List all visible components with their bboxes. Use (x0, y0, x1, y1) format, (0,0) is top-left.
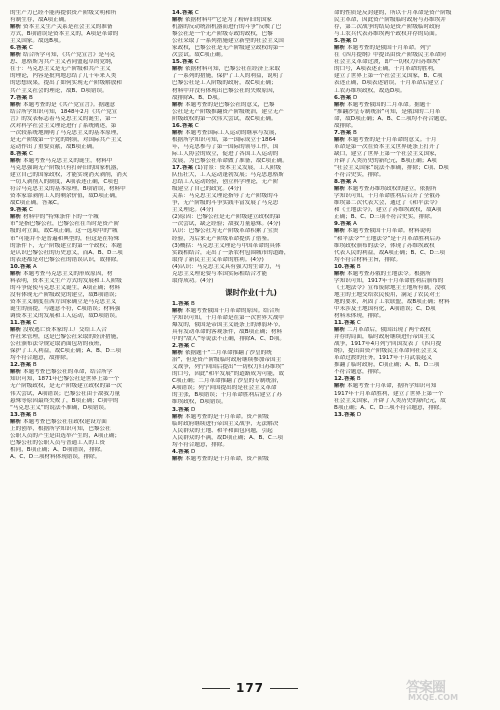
text-line: 人民群众的不满，故D项正确；A、B、C三项 (172, 434, 283, 441)
text-line: 取得了新民主主义革命的胜利。(4分) (172, 256, 264, 263)
line-tag: 4.答案 (172, 448, 190, 455)
line-tag: 3.答案 (172, 406, 190, 413)
text-line: 次对科学社会主义理论进行了系统阐述，第 (10, 122, 117, 129)
text-line: 解析 二月革命后，俄国出现了两个政权 (334, 327, 431, 334)
line-tag: 7.答案 (10, 94, 28, 101)
text-line: 解析 本题考查俄国十月革命。材料说明 (334, 228, 431, 235)
text-line: 实践相结合，走出了一条农村包围城市的道路， (172, 249, 290, 256)
text-line: 6.答案 D (334, 94, 358, 101)
text-line: 在于：马克思主义是无产阶级和共产主义 (10, 66, 111, 73)
text-line: 12.答案 B (10, 362, 37, 369)
text-line: 10.答案 B (334, 263, 361, 270)
text-line: 是认识巴黎公社的历史意义，而A、B、D三项 (10, 249, 123, 256)
line-tag: 17.答案 (172, 165, 194, 172)
text-line: 方式，B项错误是资本主义的，A项是革命的 (10, 31, 119, 38)
text-line: 社会主义革命过渡，即“一切权力归苏维埃” (334, 59, 441, 66)
line-tag: 6.答案 (334, 94, 352, 101)
text-line: 悬殊等原因最终失败了，B项正确；C项中的 (10, 397, 119, 404)
text-line: 建立了世界上第一个社会主义国家，B、C项 (334, 73, 443, 80)
text-line: 14.答案 C (172, 10, 199, 16)
line-tag: 15.答案 (172, 59, 194, 66)
text-line: “马克思主义”的说法不准确，D项错误。 (10, 404, 110, 411)
text-line: 学知识可知，十月革命是在第一次世界大战中 (172, 314, 284, 321)
text-line: 不符合题意，排除。 (334, 369, 385, 376)
text-line: 思、恩格斯为共产主义者同盟起草的党纲， (10, 59, 117, 66)
column-2 (172, 10, 330, 463)
text-line: 争，无产阶级的斗争实践丰富发展了马克思 (172, 200, 279, 207)
line-tag: 解析 (10, 157, 22, 164)
text-line: 爆发的，俄国是帝国主义链条上的薄弱环节， (172, 321, 284, 328)
text-line: 2.答案 C (172, 343, 195, 350)
text-line: 地的要求，巩固了工农联盟，故B项正确；材料 (334, 298, 450, 305)
text-line: A、C、D三项材料体现错误，排除。 (10, 453, 101, 460)
text-line: “社会主义国家”说法不准确，排除；C项、D项 (334, 165, 449, 172)
text-line: 11.答案 C (10, 320, 37, 327)
text-line: 一次较系统地阐明了马克思主义的基本原理， (10, 129, 122, 136)
text-line: 正确；B、C、D三项不符合史实，排除。 (334, 214, 436, 221)
line-tag: 8.答案 (334, 179, 352, 186)
text-line: 上的创举，根据所学知识可知，巴黎公社 (10, 425, 111, 432)
text-line: 维埃政权颁布的法令，体现了苏维埃政权 (334, 242, 435, 249)
line-tag: 12.答案 (10, 362, 32, 369)
text-line: 伟大尝试，A项错误；巴黎公社由于敌我力量 (10, 390, 121, 397)
text-line: 的理论，内容是批判地总结了几千年来人类 (10, 73, 117, 80)
line-tag: 6.答案 (10, 45, 28, 52)
text-line: 主义理论。(4分) (172, 207, 214, 214)
text-line: 人民群众的土地、和平和面包问题，引起 (172, 427, 273, 434)
text-line: 命的性质是反封建的，所以十月革命是资产阶级 (334, 10, 452, 16)
text-line: 7.答案 B (10, 94, 33, 101)
text-line: 总结工人运动经验，创立科学理论，无产阶 (172, 179, 279, 186)
text-line: 次尝试。故C项正确。 (172, 52, 227, 59)
text-line: 16.答案 C (172, 122, 199, 129)
text-line: 13.答案 B (10, 411, 37, 418)
line-tag: 解析 (334, 136, 346, 143)
text-line: 解析 本题考查俄国十月革命的原因。结合所 (172, 307, 281, 314)
text-line: 是无产阶级第一个党的纲领，对国际共产主义 (10, 136, 122, 143)
column-3 (334, 10, 492, 419)
text-line: 解析 本题考查的是《共产党宣言》。据题意 (10, 101, 116, 108)
text-line: 均不符合题意，排除。 (172, 441, 228, 448)
text-line: 认识：巴黎公社为无产阶级革命积累了宝贵 (172, 228, 279, 235)
text-line: 了一系列的措施，保护了工人的利益，说明了 (172, 73, 284, 80)
line-tag: 解析 (172, 307, 184, 314)
text-line: 的主张，B项错误；十月革命胜利后建立了苏 (172, 392, 283, 399)
text-line: 民主革命，因此资产阶级临时政府与苏维埃并 (334, 17, 446, 24)
line-tag: 解析 (10, 24, 22, 31)
column-1 (10, 10, 168, 461)
text-line: 7.答案 B (334, 129, 357, 136)
text-line: 材料未体现，排除。 (334, 313, 385, 320)
text-line: 工农苏维埃政权，故选D项。 (334, 87, 406, 94)
line-tag: 解析 (334, 101, 346, 108)
line-tag: 10.答案 (334, 263, 356, 270)
text-line: (2)原因：巴黎公社是无产阶级建立政权的第 (172, 214, 281, 221)
text-line: 开辟了人类历史的新纪元，B项正确；A项 (334, 157, 437, 164)
text-line: C项正确；二月革命推翻了沙皇的专制统治， (172, 378, 283, 385)
line-tag: 解析 (10, 214, 22, 221)
text-line: 学知识可知，十月革命胜利后召开了全俄苏 (334, 193, 441, 200)
text-line: 共产主义社会的理论，故B、D项错误。 (10, 87, 108, 94)
text-line: 存，第二次战争的结局是资产阶级临时政府 (334, 24, 441, 31)
text-line: 取得成功。(4分) (172, 277, 214, 284)
line-tag: 14.答案 (172, 10, 194, 16)
text-line: 12.答案 B (334, 376, 361, 383)
line-tag: 解析 (334, 270, 346, 277)
text-line: 资本主义制度在西方国家确立是马克思主义 (10, 298, 117, 305)
text-line: 主义国家。故选B项。 (10, 38, 65, 45)
watermark-logo (402, 676, 494, 704)
text-line: 公社颁布法令规定取消面包坊的夜班， (10, 341, 106, 348)
line-tag: 5.答案 (334, 38, 352, 45)
line-tag: 解析 (10, 52, 22, 59)
text-line: 解析 依据材料可知，巴黎公社在经济上采取 (172, 66, 281, 73)
text-line: 3.答案 D (172, 406, 196, 413)
line-tag: 10.答案 (10, 263, 32, 270)
text-line: 解析 本题考查巴黎公社在政权建设方面 (10, 418, 107, 425)
text-line: 8.答案 A (334, 179, 357, 186)
text-line: 9.答案 C (10, 207, 33, 214)
text-line: 级的对立面，故C项正确。这一选项中的“城 (10, 228, 118, 235)
text-line: 表述正确，D项表述错误，十月革命后建立了 (334, 80, 445, 87)
text-line: 4.答案 D (172, 448, 196, 455)
watermark-line-1: 答案圈 (406, 680, 445, 696)
text-line: 并存的局面，临时政府继续进行帝国主义 (334, 334, 435, 341)
text-line: 解析 本题考查马克思主义的形成原因，材 (10, 270, 113, 277)
text-line: A项错误；列宁回国提出的是社会主义革命 (172, 385, 277, 392)
text-line: 解析 本题考查的是十月革命，资产阶级 (172, 455, 269, 462)
text-line: 维埃政权，D项错误。 (172, 399, 227, 406)
page-number-text: 177 (235, 681, 265, 695)
line-tag: 9.答案 (10, 207, 28, 214)
text-line: 关系：马克思主义理论指导了无产阶级的斗 (172, 193, 279, 200)
text-line: 根据所学知识可知，第一国际成立于1864 (172, 136, 276, 143)
text-line: 解析 本题考查马克思主义的诞生，材料中 (10, 157, 113, 164)
text-line: 15.答案 C (172, 59, 199, 66)
text-line: 市”是指巴黎公社，巴黎公社在当时是资产阶 (10, 221, 120, 228)
text-line: 纲》，提出由资产阶级民主革命向社会主义 (334, 348, 438, 355)
text-line: 结合所学知识可知，1848年2月《共产党宣 (10, 108, 118, 115)
text-line: 11.答案 C (334, 320, 361, 327)
text-line: 故C项正确。答案C。 (10, 200, 63, 207)
text-line: 解析 本题考查的是俄国十月革命。列宁 (334, 45, 431, 52)
text-line: 家政权，巴黎公社是无产阶级建立政权的第一 (172, 45, 284, 52)
text-line: 没有体现无产阶级政党的建立，故B项错误； (10, 291, 121, 298)
line-tag: 解析 (334, 45, 346, 52)
text-line: 诞生的前提，与题意不符，C项错误；材料强 (10, 305, 121, 312)
text-line: 符合马克思主义的基本原理，B项错误，材料中 (10, 186, 126, 193)
text-line: 17.答案 (1)背景：资本主义发展，工人阶级 (172, 165, 282, 172)
line-tag: 11.答案 (334, 320, 356, 327)
line-tag: 解析 (172, 129, 184, 136)
text-line: 保护了工人利益，故C项正确；A、B、D三项 (10, 348, 121, 355)
text-line: 故排除A、B、D项。 (172, 94, 224, 101)
text-line: 一切人剥削人的制度，A项表述正确，C项也 (10, 179, 119, 186)
text-line: 解析 结合所学可知，《共产党宣言》是马克 (10, 52, 116, 59)
text-line: 的表述都是对巴黎公社的错误认识，故排除。 (10, 256, 122, 263)
text-line: (4)认识：马克思主义具有强大的生命力，马 (172, 263, 281, 270)
line-tag: 解析 (10, 369, 22, 376)
text-line: 和《土地法令》，建立了苏维埃政权，故A项 (334, 207, 442, 214)
text-line: B项正确；A、C、D三项不符合题意，排除。 (334, 404, 445, 411)
text-line: 的口号，因此“和平发展”的道路成为可能，故 (172, 371, 285, 378)
text-line: 知识可知，1871年巴黎公社是世界上第一个 (10, 376, 120, 383)
text-line: 13.答案 D (334, 411, 362, 418)
text-line: 解析 依据题干“二月革命推翻了沙皇的统 (172, 350, 272, 357)
section-heading: 课时作业(十九) (225, 287, 277, 297)
watermark-line-2: MXQE.COM (408, 693, 459, 702)
text-line: 运动作出了重要贡献，故B项正确。 (10, 143, 98, 150)
line-tag: 2.答案 (172, 343, 190, 350)
text-line: 级建立了自己的政党。(4分) (172, 186, 242, 193)
text-line: 一次尝试，缺乏经验；敌我力量悬殊。(4分) (172, 221, 281, 228)
text-line: 解析 资本主义生产关系是社会主义的准备 (10, 24, 113, 31)
text-line: 解析 本题考查苏维埃政权的建立，依据所 (334, 186, 437, 193)
text-line: 具有发动革命的客观条件，故B项正确；材料 (172, 329, 283, 336)
line-tag: 解析 (172, 101, 184, 108)
text-line: 代表人民的利益，故A项正确；B、C、D三项 (334, 249, 445, 256)
line-tag: 9.答案 (334, 221, 352, 228)
text-line: 年，马克思参与了第一国际的领导工作，国 (172, 143, 279, 150)
text-line: 命，故D项正确；A、B、C三项均不符合题意， (334, 115, 451, 122)
text-line: 无产阶级政权，是无产阶级建立政权的第一次 (10, 383, 122, 390)
text-line: 发展，为巴黎公社革命做了准备，故C项正确。 (172, 157, 288, 164)
text-line: 6.答案 C (10, 45, 33, 52)
text-line: 资本家靠剥削工人的剩余价值，故D项正确， (10, 193, 121, 200)
line-tag: 解析 (172, 17, 184, 24)
text-line: 材料中并没有体现出巴黎公社的失败原因， (172, 87, 279, 94)
text-line: 巴黎公社是工人阶级的政府，故C项正确； (172, 80, 277, 87)
line-tag: 解析 (10, 101, 22, 108)
line-tag: 7.答案 (334, 129, 352, 136)
text-line: “推翻沙皇专制统治”可知，是俄国的二月革 (334, 108, 441, 115)
text-line: 公社采取了一系列措施建立新型的社会主义国 (172, 38, 284, 45)
text-line: 的斗争促使马克思主义诞生，A项正确；材料 (10, 284, 121, 291)
text-line: 公社是无产阶级推翻资产阶级统治，建立无产 (172, 108, 284, 115)
text-line: 革命过渡的任务，1917年十月武装起义 (334, 355, 433, 362)
text-line: 1917年十月革命胜利，建立了世界上第一个 (334, 390, 444, 397)
text-line: 作社来管理，这是巴黎公社采取的经济措施， (10, 334, 122, 341)
text-line: 际工人协会的成立，促进了各国工人运动的 (172, 150, 279, 157)
text-line: 学知识可知，1917年十月革命胜利后颁布的 (334, 277, 444, 284)
text-line: 调资本主义的发展和工人运动，故D项错误。 (10, 313, 121, 320)
text-line: 战争，1917年4月列宁回国发表了《四月提 (334, 341, 442, 348)
text-line: 马克思强调无产阶级只有打碎旧的国家机器， (10, 165, 122, 172)
text-line: 经验，为后来无产阶级革命提供了借鉴。 (172, 235, 273, 242)
text-line: 料表明，资本主义生产方式的发展和工人阶级 (10, 277, 122, 284)
text-line: 均不符合题意，故排除。 (10, 355, 72, 362)
text-line: 解析 本题考查的是十月革命。资产阶级 (172, 413, 269, 420)
text-line: 《土地法令》宣布废除地主土地所有制，没收 (334, 284, 446, 291)
text-line: 地主的土地交给农民使用，满足了农民对土 (334, 291, 441, 298)
text-line: 解析 本题考查十月革命，据所学知识可知 (334, 383, 437, 390)
text-line: 解析 材料中的“特殊条件下的一个城 (10, 214, 99, 221)
text-line: 治”，但是资产阶级临时政府继续参加帝国主 (172, 357, 282, 364)
text-line: 义战争，列宁回国后提出“一切权力归苏维埃” (172, 364, 285, 371)
text-line: 解析 本题考查俄国的二月革命。据题干 (334, 101, 431, 108)
text-line: 公职人员的产生是由选举产生的，A项正确； (10, 432, 121, 439)
line-tag: 解析 (334, 186, 346, 193)
line-tag: 解析 (10, 327, 22, 334)
line-tag: 11.答案 (10, 320, 32, 327)
text-line: 与工农兵代表苏维埃两个政权并存的局面。 (334, 31, 441, 38)
text-line: 解析 本题考查苏俄的土地法令。根据所 (334, 270, 431, 277)
text-line: 不符合史实，排除。 (334, 172, 385, 179)
line-tag: 8.答案 (10, 150, 28, 157)
text-line: 相同，B项正确；A、D项错误，排除。 (10, 446, 106, 453)
text-line: 社会主义国家，开辟了人类历史的新纪元，故 (334, 397, 446, 404)
text-line: 中未涉及土地国有化，A项错误；C、D项 (334, 305, 436, 312)
line-tag: 13.答案 (334, 411, 356, 418)
text-line: 9.答案 A (334, 221, 357, 228)
line-tag: 16.答案 (172, 122, 194, 129)
line-tag: 解析 (334, 383, 346, 390)
text-line: 8.答案 C (10, 150, 33, 157)
text-line: 解析 本题考查巴黎公社的革命，结合所学 (10, 369, 113, 376)
text-line: 在《四月提纲》中提出由资产阶级民主革命向 (334, 52, 446, 59)
text-line: 临时政府继续进行帝国主义战争，无法解决 (172, 420, 279, 427)
text-line: 的条件下，无产阶级建立的第一个政权；本题 (10, 242, 122, 249)
text-line: 中的“敌人”等说法不正确，排除A、C、D项。 (172, 336, 285, 343)
line-tag: 解析 (334, 228, 346, 235)
text-line: 的思想成果，提出了如何实现无产阶级解放和 (10, 80, 122, 87)
text-line: 市”可能并不是普遍和典型的，但这是在特殊 (10, 235, 120, 242)
text-line: 的生产力已经不能再提供资产阶级文明和所 (10, 10, 117, 16)
line-tag: 12.答案 (334, 376, 356, 383)
text-line: 机器的反动统治机器而进行的斗争”反映了巴 (172, 24, 282, 31)
text-line: 革命是第一次在资本主义世界链条上打开了 (334, 143, 441, 150)
text-line: “和平法令”“土地法令”是十月革命胜利后苏 (334, 235, 441, 242)
text-line: 故排除。 (334, 122, 357, 129)
line-tag: 解析 (334, 327, 346, 334)
line-tag: 解析 (172, 66, 184, 73)
text-line: 建立自己的国家政权，才能实现消灭剥削，消灭 (10, 172, 128, 179)
text-line: 解析 本题考查国际工人运动的继承与发展， (172, 129, 281, 136)
text-line: 均不符合材料主旨，排除。 (334, 256, 402, 263)
text-line: 解析 本题考查的是十月革命的意义。十月 (334, 136, 437, 143)
text-line: 解析 没收逃亡资本家的工厂交给工人合 (10, 327, 107, 334)
text-line: 缺口，建立了世界上第一个社会主义国家， (334, 150, 441, 157)
text-line: 的口号，A项表述正确，十月革命的胜利， (334, 66, 439, 73)
text-line: 解析 依据材料中“它是为了粉碎旧的国家 (172, 17, 272, 24)
text-line: 克思主义理论要与本国实际相结合才能 (172, 270, 268, 277)
line-tag: 1.答案 (172, 300, 190, 307)
text-line: 有制生存，故A项正确。 (10, 17, 70, 24)
text-line: 巴黎公社的公职人员与普通工人的工资 (10, 439, 106, 446)
line-tag: 解析 (10, 270, 22, 277)
text-line: 5.答案 D (334, 38, 358, 45)
text-line: 阶级政权的第一次伟大尝试，故C项正确。 (172, 115, 277, 122)
text-line: 1.答案 B (172, 300, 195, 307)
line-tag: 解析 (10, 418, 22, 425)
line-tag: 13.答案 (10, 411, 32, 418)
text-line: 言》的发表标志着马克思主义的诞生，第一 (10, 115, 117, 122)
text-line: 黎公社是一个无产阶级专政的政权，巴黎 (172, 31, 273, 38)
text-line: (3)概括：马克思主义理论与中国革命的具体 (172, 242, 281, 249)
text-line: 推翻了临时政府，C项正确；A、B、D三项 (334, 362, 440, 369)
text-line: 10.答案 A (10, 263, 37, 270)
text-line: 队伍壮大，工人运动蓬勃发展；马克思恩格斯 (172, 172, 284, 179)
text-line: 维埃第二次代表大会，通过了《和平法令》 (334, 200, 441, 207)
line-tag: 解析 (172, 413, 184, 420)
text-line: 解析 本题考查的是巴黎公社的意义，巴黎 (172, 101, 275, 108)
line-tag: 解析 (172, 455, 184, 462)
line-tag: 解析 (172, 350, 184, 357)
